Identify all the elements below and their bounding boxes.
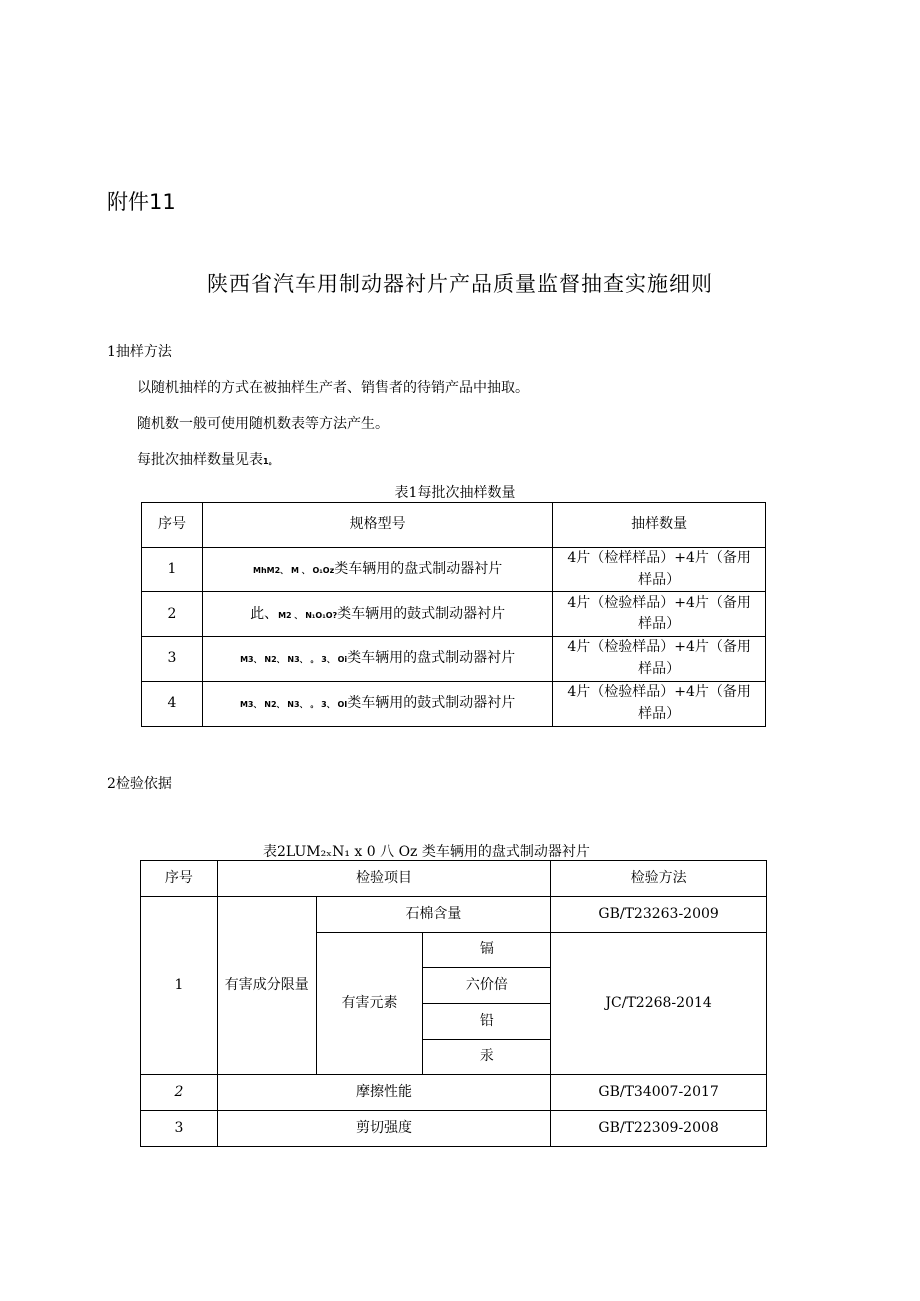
row-number: 3 xyxy=(142,637,203,681)
paragraph-text: 每批次抽样数量见表 xyxy=(137,452,263,468)
paragraph: 以随机抽样的方式在被抽样生产者、销售者的待销产品中抽取。 xyxy=(137,380,529,396)
row-number: 1 xyxy=(142,548,203,592)
table-row xyxy=(142,681,766,726)
quantity-cell xyxy=(553,681,766,726)
quantity-line: 4片（检验样品）+4片（备用 xyxy=(567,684,751,701)
quantity-line: 4片（检验样品）+4片（备用 xyxy=(567,639,751,656)
spec-text: 类车辆用的盘式制动器衬片 xyxy=(334,560,503,577)
table-header-row xyxy=(142,503,766,548)
table-reference: 1。 xyxy=(263,457,277,466)
table-row xyxy=(141,1075,767,1111)
spec-text: 类车辆用的鼓式制动器衬片 xyxy=(347,694,516,711)
spec-codes: M3、 N2、 N3、 。 3、 Oi xyxy=(240,655,348,665)
quantity-cell xyxy=(553,592,766,637)
spec-cell xyxy=(202,637,552,681)
spec-prefix: 此、 xyxy=(250,605,279,622)
quantity-line: 4片（检验样品）+4片（备用 xyxy=(567,594,751,611)
quantity-line: 样品） xyxy=(638,616,681,633)
item-cell: 摩擦性能 xyxy=(217,1075,550,1111)
sampling-table xyxy=(141,502,766,727)
header-cell: 检验方法 xyxy=(551,861,767,897)
row-number: 4 xyxy=(142,681,203,726)
spec-cell xyxy=(202,681,552,726)
table-header-row xyxy=(141,861,767,897)
item-cell: 石棉含量 xyxy=(316,897,551,933)
header-cell: 抽样数量 xyxy=(553,503,766,548)
table-row xyxy=(142,548,766,592)
element-cell: 铅 xyxy=(423,1004,551,1040)
spec-cell xyxy=(202,592,552,637)
spec-codes: M3、 N2、 N3、 。 3、 OI xyxy=(239,699,348,709)
quantity-line: 样品） xyxy=(638,571,681,588)
header-cell: 序号 xyxy=(142,503,203,548)
header-cell: 序号 xyxy=(141,861,218,897)
spec-codes: M2 、 N₁O₁O? xyxy=(278,610,338,620)
header-cell: 规格型号 xyxy=(202,503,552,548)
table2-caption: 表2LUM₂ₓN₁ x 0 八 Oz 类车辆用的盘式制动器衬片 xyxy=(263,844,590,860)
spec-codes: MhM2、 M 、 O₁Oz xyxy=(252,565,335,575)
paragraph xyxy=(137,449,277,469)
element-cell: 镉 xyxy=(423,933,551,968)
method-cell: GB/T23263-2009 xyxy=(551,897,767,933)
table1-caption: 表1每批次抽样数量 xyxy=(394,485,516,501)
section-heading-basis: 2检验依据 xyxy=(107,776,172,792)
paragraph: 随机数一般可使用随机数表等方法产生。 xyxy=(137,416,389,432)
method-cell: JC/T2268-2014 xyxy=(551,933,767,1075)
row-number: 2 xyxy=(142,592,203,637)
item-cell: 剪切强度 xyxy=(217,1111,550,1147)
row-number: 3 xyxy=(141,1111,218,1147)
table-row xyxy=(142,592,766,637)
method-cell: GB/T22309-2008 xyxy=(551,1111,767,1147)
element-cell: 汞 xyxy=(423,1040,551,1075)
method-cell: GB/T34007-2017 xyxy=(551,1075,767,1111)
quantity-line: 样品） xyxy=(638,705,681,722)
spec-text: 类车辆用的盘式制动器衬片 xyxy=(347,650,516,667)
attachment-label: 附件11 xyxy=(107,190,176,214)
category-cell: 有害成分限量 xyxy=(217,897,316,1075)
quantity-line: 样品） xyxy=(638,661,681,678)
table-row xyxy=(142,637,766,681)
inspection-table xyxy=(140,860,767,1147)
page-title: 陕西省汽车用制动器衬片产品质量监督抽查实施细则 xyxy=(207,272,713,296)
section-heading-sampling: 1抽样方法 xyxy=(107,344,172,360)
subcategory-cell: 有害元素 xyxy=(316,933,423,1075)
table-row xyxy=(141,897,767,933)
quantity-cell xyxy=(553,548,766,592)
quantity-cell xyxy=(553,637,766,681)
row-number: 2 xyxy=(141,1075,218,1111)
row-number: 1 xyxy=(141,897,218,1075)
spec-cell xyxy=(202,548,552,592)
element-cell: 六价倍 xyxy=(423,968,551,1004)
header-cell: 检验项目 xyxy=(217,861,550,897)
spec-text: 类车辆用的鼓式制动器衬片 xyxy=(337,605,506,622)
quantity-line: 4片（检样样品）+4片（备用 xyxy=(567,550,751,566)
table-row xyxy=(141,1111,767,1147)
